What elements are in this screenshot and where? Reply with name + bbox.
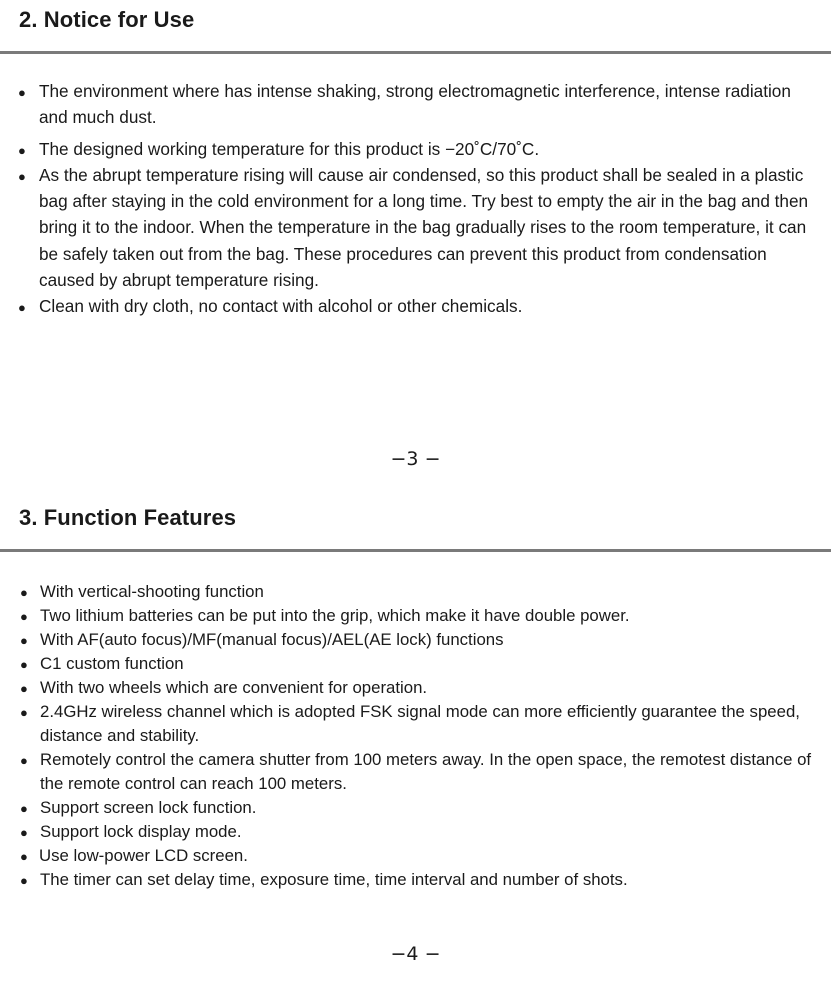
bullet-icon: ●	[20, 825, 28, 840]
feature-item	[20, 868, 820, 892]
feature-item-text: With AF(auto focus)/MF(manual focus)/AEL(AE lock) functions	[40, 630, 504, 649]
notice-heading: 2. Notice for Use	[19, 7, 195, 32]
bullet-icon: ●	[20, 609, 28, 624]
feature-item	[20, 580, 820, 604]
page-number: −4 −	[390, 943, 441, 965]
feature-item-text: C1 custom function	[40, 654, 184, 673]
notice-item	[18, 293, 818, 319]
feature-item	[20, 700, 820, 748]
feature-item	[20, 748, 820, 796]
features-heading: 3. Function Features	[19, 505, 237, 530]
feature-item	[20, 628, 820, 652]
notice-item-text: Clean with dry cloth, no contact with alcohol or other chemicals.	[39, 296, 523, 317]
bullet-icon: ●	[20, 633, 28, 648]
feature-item-text: Use low-power LCD screen.	[39, 846, 248, 865]
bullet-icon: ●	[20, 873, 28, 888]
feature-item	[20, 796, 820, 820]
notice-item	[18, 136, 818, 162]
bullet-icon: ●	[20, 585, 28, 600]
features-divider	[0, 549, 831, 552]
feature-item-text: With vertical-shooting function	[40, 582, 264, 601]
feature-item-text: With two wheels which are convenient for operation.	[40, 678, 428, 697]
bullet-icon: ●	[20, 849, 28, 864]
feature-item-text: 2.4GHz wireless channel which is adopted FSK signal mode can more efficiently guarantee the speed, distance and stability.	[40, 702, 800, 745]
page-number: −3 −	[390, 448, 441, 470]
notice-divider	[0, 51, 831, 54]
bullet-icon: ●	[20, 681, 28, 696]
feature-item	[20, 604, 820, 628]
notice-item	[18, 162, 818, 293]
feature-item-text: Support screen lock function.	[40, 798, 257, 817]
bullet-icon: ●	[18, 168, 26, 184]
bullet-icon: ●	[20, 753, 28, 768]
notice-item-text: The environment where has intense shaking, strong electromagnetic interference, intense radiation and much dust.	[39, 81, 791, 128]
notice-list	[18, 78, 818, 320]
feature-item	[20, 676, 820, 700]
feature-item-text: Support lock display mode.	[40, 822, 242, 841]
feature-item-text: Two lithium batteries can be put into the grip, which make it have double power.	[40, 606, 630, 625]
notice-item	[18, 78, 818, 131]
feature-item	[20, 844, 820, 868]
notice-item-text: The designed working temperature for this product is −20˚C/70˚C.	[39, 138, 540, 159]
bullet-icon: ●	[20, 801, 28, 816]
feature-item-text: The timer can set delay time, exposure time, time interval and number of shots.	[40, 870, 628, 889]
bullet-icon: ●	[18, 142, 26, 158]
bullet-icon: ●	[20, 657, 28, 672]
feature-item	[20, 820, 820, 844]
features-list	[20, 580, 820, 892]
feature-item	[20, 652, 820, 676]
bullet-icon: ●	[18, 85, 26, 100]
bullet-icon: ●	[18, 300, 26, 316]
feature-item-text: Remotely control the camera shutter from 100 meters away. In the open space, the remotest distance of the remote control can reach 100 meters.	[40, 750, 812, 793]
notice-item-text: As the abrupt temperature rising will cause air condensed, so this product shall be sealed in a plastic bag after staying in the cold environment for a long time. Try best to empty the air in the bag and then bring it to the indoor. When the temperature in the bag gradually rises to the room temperature, it can be safely taken out from the bag. These procedures can prevent this product from condensation caused by abrupt temperature rising.	[39, 164, 809, 291]
bullet-icon: ●	[20, 705, 28, 720]
